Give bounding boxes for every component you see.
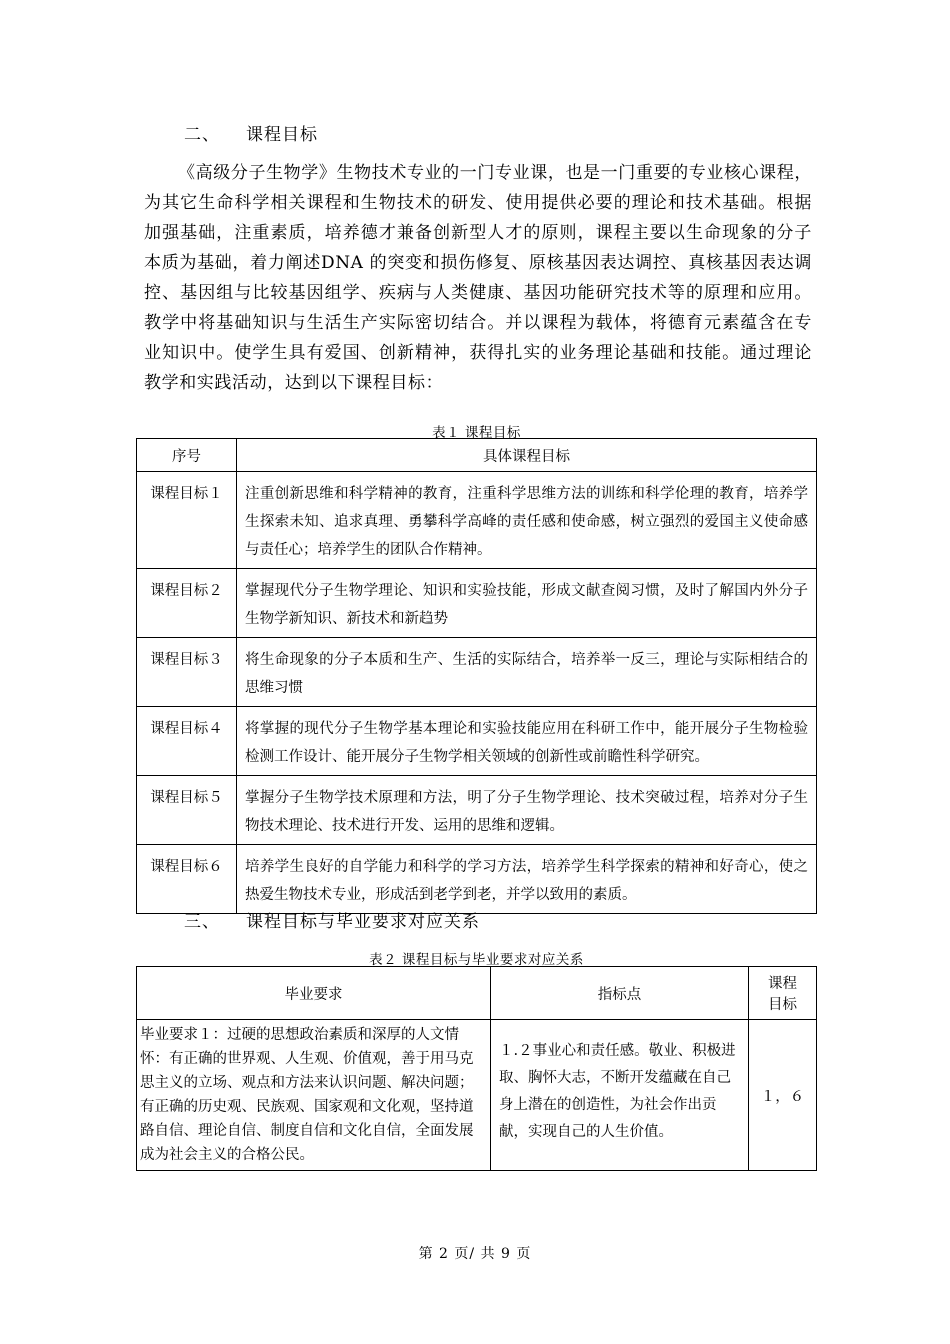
requirement-text: 毕业要求１：过硬的思想政治素质和深厚的人文情怀：有正确的世界观、人生观、价值观，善于用马克思主义的立场、观点和方法来认识问题、解决问题；有正确的历史观、民族观、国家观和文化观，坚持道路自信、理论自信、制度自信和文化自信，全面发展成为社会主义的合格公民。: [137, 1020, 491, 1171]
course-goal-ref: １，６: [749, 1020, 817, 1171]
table-row: [137, 569, 817, 638]
intro-paragraph: [144, 158, 812, 398]
section-heading-3: [184, 907, 480, 932]
goal-no: 课程目标３: [137, 638, 237, 707]
requirements-mapping-table: [136, 966, 817, 1171]
table2-caption: 表２ 课程目标与毕业要求对应关系: [369, 952, 584, 968]
section-number: 二、: [184, 125, 220, 145]
table-row: [137, 776, 817, 845]
header-course-goal: [749, 967, 817, 1020]
goal-no: 课程目标６: [137, 845, 237, 914]
section-title: 课程目标与毕业要求对应关系: [246, 912, 480, 932]
goal-text: 将掌握的现代分子生物学基本理论和实验技能应用在科研工作中，能开展分子生物检验检测工作设计、能开展分子生物学相关领域的创新性或前瞻性科学研究。: [237, 707, 817, 776]
table-row: [137, 845, 817, 914]
table-row: [137, 472, 817, 569]
indicator-text: １.２事业心和责任感。敬业、积极进取、胸怀大志，不断开发蕴藏在自己身上潜在的创造性，为社会作出贡献，实现自己的人生价值。: [491, 1020, 749, 1171]
header-requirement: 毕业要求: [137, 967, 491, 1020]
table-row: [137, 638, 817, 707]
goal-text: 掌握分子生物学技术原理和方法，明了分子生物学理论、技术突破过程，培养对分子生物技术理论、技术进行开发、运用的思维和逻辑。: [237, 776, 817, 845]
section-number: 三、: [184, 912, 220, 932]
table-header-row: [137, 439, 817, 472]
section-heading-2: [184, 120, 318, 145]
goal-text: 掌握现代分子生物学理论、知识和实验技能，形成文献查阅习惯，及时了解国内外分子生物学新知识、新技术和新趋势: [237, 569, 817, 638]
table-header-row: [137, 967, 817, 1020]
intro-text: 《高级分子生物学》生物技术专业的一门专业课，也是一门重要的专业核心课程，为其它生命科学相关课程和生物技术的研发、使用提供必要的理论和技术基础。根据加强基础，注重素质，培养德才兼备创新型人才的原则，课程主要以生命现象的分子本质为基础，着力阐述DNA 的突变和损伤修复、原核基因表达调控、真核基因表达调控、基因组与比较基因组学、疾病与人类健康、基因功能研究技术等的原理和应用。教学中将基础知识与生活生产实际密切结合。并以课程为载体，将德育元素蕴含在专业知识中。使学生具有爱国、创新精神，获得扎实的业务理论基础和技能。通过理论教学和实践活动，达到以下课程目标：: [144, 163, 812, 393]
goal-no: 课程目标２: [137, 569, 237, 638]
table-row: [137, 1020, 817, 1171]
course-goals-table: [136, 438, 817, 914]
header-goal: 具体课程目标: [237, 439, 817, 472]
section-title: 课程目标: [246, 125, 318, 145]
table-row: [137, 707, 817, 776]
goal-no: 课程目标５: [137, 776, 237, 845]
header-course-goal-line2: 目标: [768, 997, 797, 1013]
goal-text: 培养学生良好的自学能力和科学的学习方法，培养学生科学探索的精神和好奇心，使之热爱生物技术专业，形成活到老学到老，并学以致用的素质。: [237, 845, 817, 914]
header-course-goal-line1: 课程: [768, 976, 797, 992]
header-no: 序号: [137, 439, 237, 472]
header-indicator: 指标点: [491, 967, 749, 1020]
goal-no: 课程目标１: [137, 472, 237, 569]
goal-text: 将生命现象的分子本质和生产、生活的实际结合，培养举一反三，理论与实际相结合的思维习惯: [237, 638, 817, 707]
goal-no: 课程目标４: [137, 707, 237, 776]
table1-caption: 表１ 课程目标: [432, 425, 521, 441]
goal-text: 注重创新思维和科学精神的教育，注重科学思维方法的训练和科学伦理的教育，培养学生探索未知、追求真理、勇攀科学高峰的责任感和使命感，树立强烈的爱国主义使命感与责任心；培养学生的团队合作精神。: [237, 472, 817, 569]
page-footer: 第 2 页/ 共 9 页: [418, 1246, 532, 1262]
